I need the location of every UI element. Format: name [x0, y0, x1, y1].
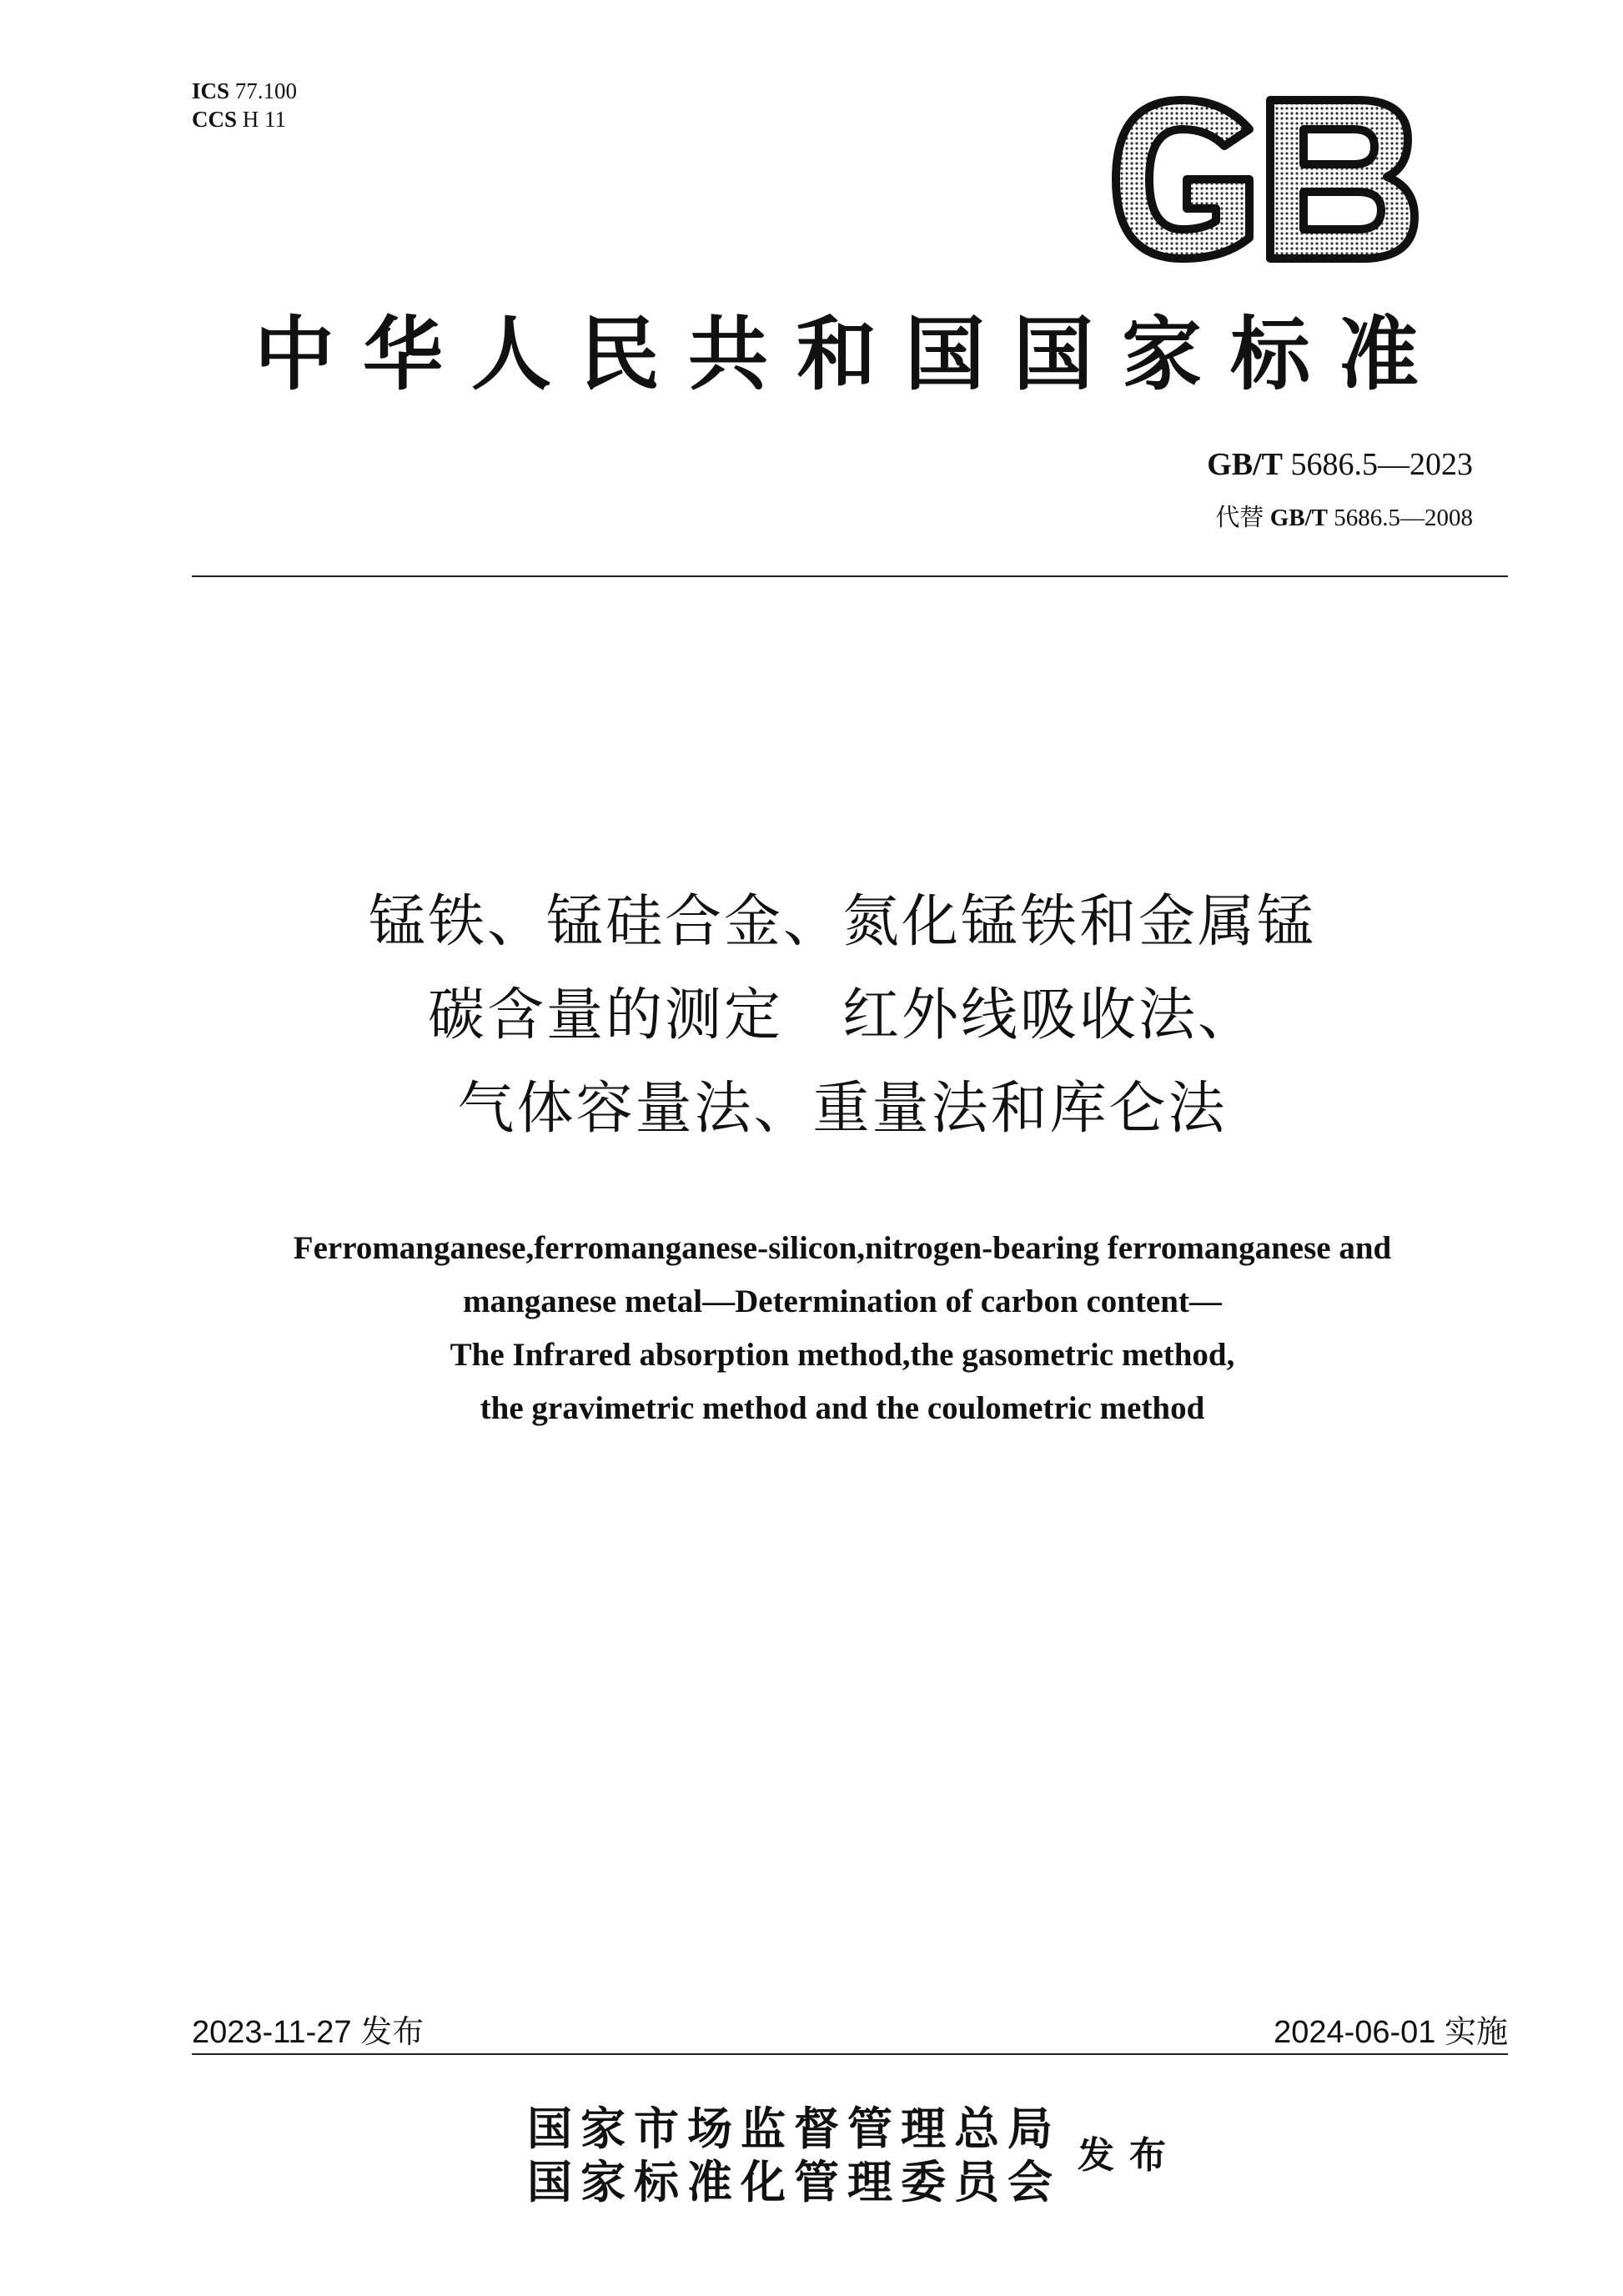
- title-en-line: the gravimetric method and the coulometric method: [480, 1390, 1205, 1426]
- ics-code: ICS 77.100: [192, 78, 298, 103]
- standard-number: GB/T 5686.5—2023: [1207, 447, 1473, 482]
- title-cn-line: 锰铁、锰硅合金、氮化锰铁和金属锰: [368, 889, 1316, 955]
- classification-codes: [192, 77, 297, 133]
- title-en-line: manganese metal—Determination of carbon content—: [463, 1284, 1222, 1319]
- publish-date: 2023-11-27 发布: [192, 2015, 425, 2050]
- replaces-standard: 代替 GB/T 5686.5—2008: [1215, 505, 1473, 531]
- implement-date: 2024-06-01 实施: [1274, 2015, 1508, 2050]
- title-cn-line: 碳含量的测定 红外线吸收法、: [427, 982, 1257, 1048]
- issuer: 国家标准化管理委员会: [527, 2155, 1061, 2208]
- title-en-line: The Infrared absorption method,the gasometric method,: [450, 1337, 1235, 1373]
- gb-logo-icon: [1099, 96, 1425, 263]
- issue-label: 发布: [1078, 2134, 1181, 2177]
- ccs-code: CCS H 11: [192, 107, 287, 132]
- title-cn-line: 气体容量法、重量法和库仑法: [457, 1076, 1228, 1142]
- issuer: 国家市场监督管理总局: [527, 2102, 1061, 2155]
- title-english: [192, 1222, 1493, 1435]
- title-chinese: [192, 876, 1493, 1156]
- national-standard-heading: 中华人民共和国国家标准: [254, 307, 1447, 401]
- header-divider: [192, 575, 1508, 577]
- issuing-authorities: [527, 2102, 1061, 2208]
- title-en-line: Ferromanganese,ferromanganese-silicon,nitrogen-bearing ferromanganese and: [293, 1230, 1392, 1266]
- footer-divider: [192, 2053, 1508, 2055]
